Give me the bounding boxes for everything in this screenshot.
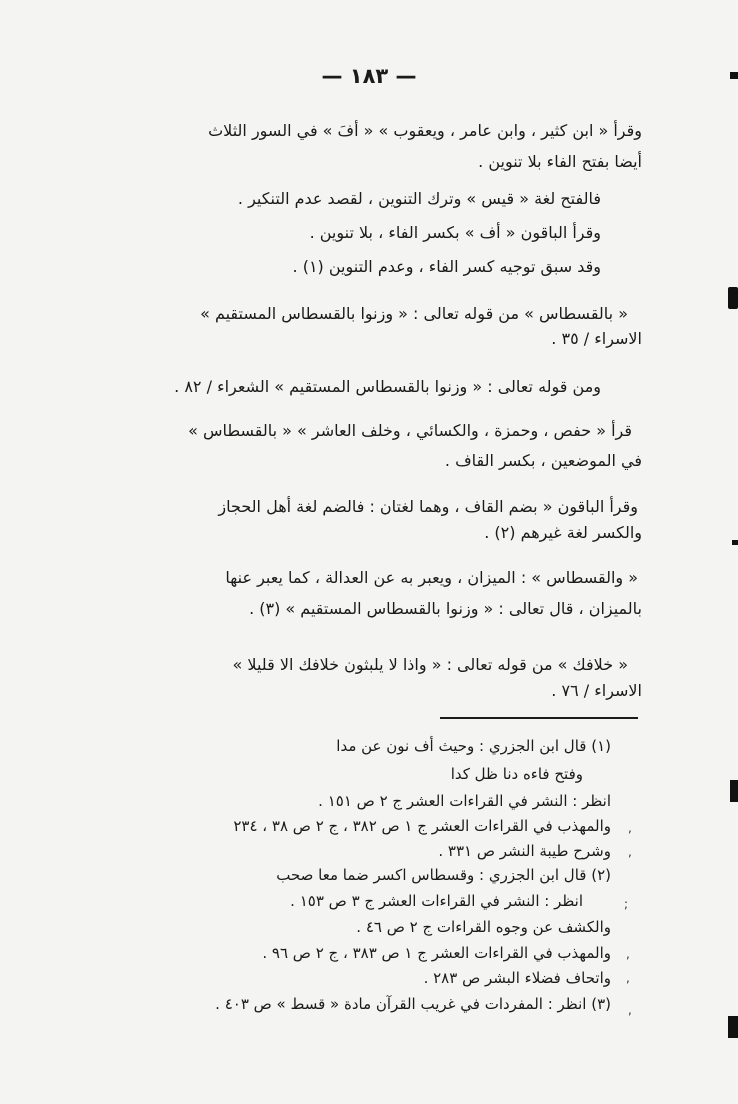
scan-edge-mark bbox=[728, 287, 738, 309]
scan-edge-mark bbox=[730, 780, 738, 802]
footnote-2-line-2: انظر : النشر في القراءات العشر ج ٣ ص ١٥٣ . bbox=[290, 892, 583, 910]
footnote-1-line-5: وشرح طيبة النشر ص ٣٣١ . bbox=[438, 842, 611, 860]
body-line-7: الاسراء / ٣٥ . bbox=[551, 329, 642, 348]
margin-tick: ; bbox=[624, 897, 629, 911]
footnote-2-line-5: واتحاف فضلاء البشر ص ٢٨٣ . bbox=[423, 969, 611, 987]
margin-tick: , bbox=[628, 1003, 632, 1017]
page-number: — ١٨٣ — bbox=[321, 64, 417, 88]
footnote-1-line-3: انظر : النشر في القراءات العشر ج ٢ ص ١٥١ . bbox=[318, 792, 611, 810]
body-line-10: في الموضعين ، بكسر القاف . bbox=[444, 451, 642, 470]
body-line-6: « بالقسطاس » من قوله تعالى : « وزنوا بالقسطاس المستقيم » bbox=[200, 304, 628, 323]
margin-tick: , bbox=[626, 971, 630, 985]
body-line-15: « خلافك » من قوله تعالى : « واذا لا يلبثون خلافك الا قليلا » bbox=[232, 655, 628, 674]
footnote-1-line-2: وفتح فاءه دنا ظل كدا bbox=[450, 765, 583, 783]
body-line-8: ومن قوله تعالى : « وزنوا بالقسطاس المستقيم » الشعراء / ٨٢ . bbox=[174, 377, 601, 396]
footnote-2-line-3: والكشف عن وجوه القراءات ج ٢ ص ٤٦ . bbox=[356, 918, 611, 936]
body-line-14: بالميزان ، قال تعالى : « وزنوا بالقسطاس المستقيم » (٣) . bbox=[249, 599, 642, 618]
body-line-2: أيضا بفتح الفاء بلا تنوين . bbox=[478, 152, 642, 171]
body-line-12: والكسر لغة غيرهم (٢) . bbox=[484, 523, 642, 542]
body-line-4: وقرأ الباقون « أف » بكسر الفاء ، بلا تنوين . bbox=[309, 223, 601, 242]
scan-edge-mark bbox=[732, 540, 738, 545]
margin-tick: , bbox=[626, 947, 630, 961]
body-line-5: وقد سبق توجيه كسر الفاء ، وعدم التنوين (١) . bbox=[292, 257, 601, 276]
footnote-1-line-4: والمهذب في القراءات العشر ج ١ ص ٣٨٢ ، ج ٢ ص ٣٨ ، ٢٣٤ bbox=[233, 817, 611, 835]
body-line-3: فالفتح لغة « قيس » وترك التنوين ، لقصد عدم التنكير . bbox=[237, 189, 601, 208]
body-line-9: قرأ « حفص ، وحمزة ، والكسائي ، وخلف العاشر » « بالقسطاس » bbox=[188, 421, 632, 440]
body-line-1: وقرأ « ابن كثير ، وابن عامر ، ويعقوب » « أفَ » في السور الثلاث bbox=[208, 121, 642, 140]
margin-tick: , bbox=[628, 845, 632, 859]
footnote-separator bbox=[440, 717, 638, 719]
margin-tick: , bbox=[628, 821, 632, 835]
body-line-13: « والقسطاس » : الميزان ، ويعبر به عن العدالة ، كما يعبر عنها bbox=[225, 568, 638, 587]
footnote-2-line-4: والمهذب في القراءات العشر ج ١ ص ٣٨٣ ، ج ٢ ص ٩٦ . bbox=[262, 944, 611, 962]
footnote-3-line-1: (٣) انظر : المفردات في غريب القرآن مادة « قسط » ص ٤٠٣ . bbox=[215, 995, 611, 1013]
body-line-11: وقرأ الباقون « بضم القاف ، وهما لغتان : فالضم لغة أهل الحجاز bbox=[218, 497, 638, 516]
footnote-1-line-1: (١) قال ابن الجزري : وحيث أف نون عن مدا bbox=[336, 737, 611, 755]
body-line-16: الاسراء / ٧٦ . bbox=[551, 681, 642, 700]
scan-edge-mark bbox=[728, 1016, 738, 1038]
footnote-2-line-1: (٢) قال ابن الجزري : وقسطاس اكسر ضما معا صحب bbox=[276, 866, 611, 884]
scan-edge-mark bbox=[730, 72, 738, 79]
